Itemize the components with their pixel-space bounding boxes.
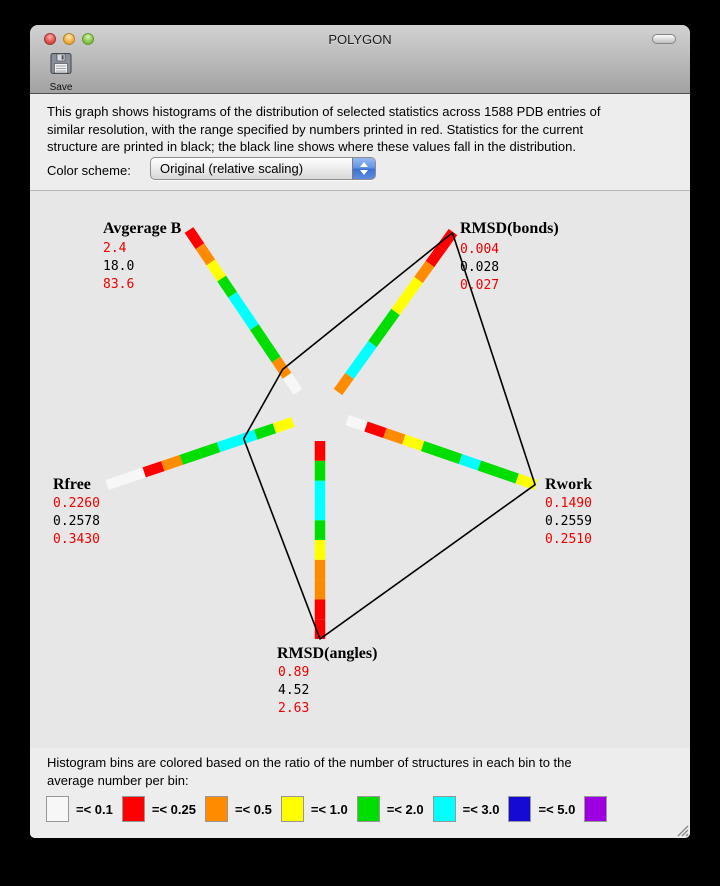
color-scheme-dropdown[interactable]: [150, 157, 376, 180]
legend-panel: [30, 748, 690, 838]
histogram-bin: [442, 453, 461, 460]
dropdown-stepper-icon: [352, 158, 375, 179]
histogram-bin: [237, 435, 256, 441]
legend-swatch-orange: [205, 796, 228, 822]
description-line: This graph shows histograms of the distribution of selected statistics across 1588 PDB entries of: [47, 104, 601, 119]
histogram-bin: [254, 327, 265, 343]
legend-description-line: Histogram bins are colored based on the ratio of the number of structures in each bin to the: [47, 755, 572, 770]
axis-max-value: 0.3430: [53, 532, 100, 547]
histogram-bin: [385, 433, 404, 440]
axis-label: RMSD(angles): [277, 645, 378, 662]
axis-current-value: 0.2559: [545, 514, 592, 529]
legend-swatch-purple: [584, 796, 607, 822]
histogram-bin: [144, 466, 163, 472]
legend-label: =< 5.0: [538, 801, 576, 817]
legend-label: =< 0.5: [234, 801, 272, 817]
axis-current-value: 0.2578: [53, 514, 100, 529]
axis-max-value: 2.63: [278, 701, 310, 716]
color-scheme-label: Color scheme:: [47, 163, 131, 178]
axis-max-value: 0.2510: [545, 532, 592, 547]
histogram-bin: [244, 311, 255, 327]
legend-item: [433, 796, 500, 822]
legend-swatch-cyan: [433, 796, 456, 822]
histogram-bin: [479, 466, 498, 473]
window-chrome: [30, 25, 690, 94]
axis-min-value: 0.1490: [545, 496, 592, 511]
histogram-bin: [338, 376, 350, 392]
histogram-bin: [419, 264, 431, 280]
axis-label: Rfree: [53, 476, 91, 493]
histogram-bin: [373, 328, 385, 344]
chevron-down-icon: [360, 170, 368, 175]
legend-item: [281, 796, 348, 822]
histogram-bin: [460, 459, 479, 466]
histogram-bin: [107, 479, 126, 485]
histogram-bin: [222, 279, 233, 295]
axis-current-value: 4.52: [278, 683, 310, 698]
axis-current-value: 0.028: [460, 260, 500, 275]
axis-current-value: 18.0: [103, 259, 135, 274]
legend-swatch-red: [122, 796, 145, 822]
axis-label: RMSD(bonds): [460, 220, 559, 237]
chevron-up-icon: [360, 162, 368, 167]
histogram-bin: [256, 428, 275, 434]
axis-label: Rwork: [545, 476, 593, 493]
legend-item: [508, 796, 575, 822]
histogram-bin: [396, 296, 408, 312]
axis-min-value: 0.2260: [53, 496, 100, 511]
histogram-bin: [200, 246, 211, 262]
polygon-window: [30, 25, 690, 838]
histogram-bin: [211, 262, 222, 278]
legend-item: [357, 796, 424, 822]
legend-swatch-green: [357, 796, 380, 822]
plot-canvas: [30, 190, 690, 749]
histogram-bin: [384, 312, 396, 328]
legend-swatch-white: [46, 796, 69, 822]
histogram-bin: [366, 427, 385, 434]
histogram-bin: [163, 460, 182, 466]
legend-label: =< 3.0: [462, 801, 500, 817]
histogram-bin: [404, 440, 423, 447]
histogram-bin: [181, 454, 200, 460]
histogram-bin: [498, 472, 517, 479]
axis-min-value: 0.89: [278, 665, 310, 680]
histogram-bin: [287, 376, 298, 392]
histogram-bin: [126, 472, 145, 478]
axis-max-value: 0.027: [460, 278, 500, 293]
legend-swatch-blue: [508, 796, 531, 822]
legend-label: =< 2.0: [386, 801, 424, 817]
legend-item: [205, 796, 272, 822]
histogram-bin: [233, 295, 244, 311]
axis-min-value: 2.4: [103, 241, 127, 256]
histogram-bin: [219, 441, 238, 447]
legend-item: [584, 796, 607, 822]
legend-description: [47, 754, 673, 789]
histogram-bin: [350, 360, 362, 376]
histogram-bin: [407, 280, 419, 296]
description-text: [47, 103, 673, 156]
description-panel: [30, 94, 690, 190]
axis-min-value: 0.004: [460, 242, 500, 257]
legend-row: [46, 796, 607, 822]
axis-label: Avgerage B: [103, 220, 182, 237]
legend-label: =< 0.1: [76, 801, 113, 817]
histogram-bin: [189, 230, 200, 246]
legend-item: [46, 796, 113, 822]
histogram-bin: [423, 446, 442, 453]
save-button[interactable]: [42, 53, 80, 93]
toolbar-toggle-button[interactable]: [652, 34, 676, 44]
description-line: structure are printed in black; the black line shows where these values fall in the distribution.: [47, 139, 576, 154]
legend-swatch-yellow: [281, 796, 304, 822]
legend-label: =< 0.25: [151, 801, 196, 817]
axis-max-value: 83.6: [103, 277, 135, 292]
description-line: similar resolution, with the range specified by numbers printed in red. Statistics for the current: [47, 121, 584, 137]
titlebar[interactable]: [30, 25, 690, 51]
resize-grip-icon[interactable]: [674, 822, 689, 837]
legend-label: =< 1.0: [310, 801, 348, 817]
color-scheme-value: Original (relative scaling): [160, 161, 304, 176]
histogram-bin: [361, 344, 373, 360]
histogram-bin: [200, 447, 219, 453]
window-title: POLYGON: [328, 32, 392, 47]
histogram-bin: [265, 343, 276, 359]
histogram-bin: [274, 422, 293, 428]
polygon-radar-plot: [30, 191, 690, 748]
save-button-label: Save: [49, 82, 73, 93]
save-icon: [49, 53, 73, 76]
legend-item: [122, 796, 196, 822]
histogram-bin: [347, 420, 366, 427]
legend-description-line: average number per bin:: [47, 772, 189, 788]
